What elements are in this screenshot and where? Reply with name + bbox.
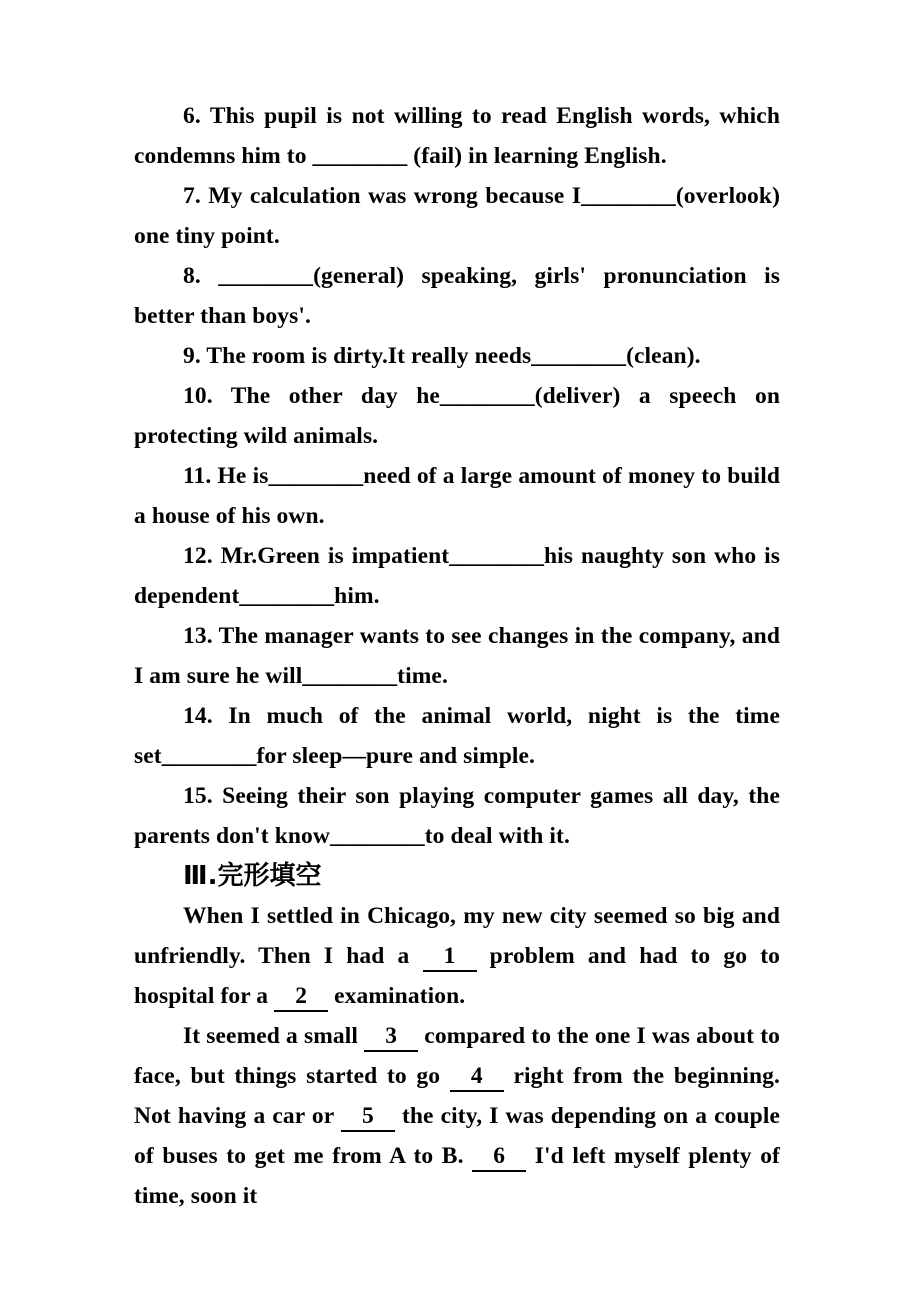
- exercise-item-12: 12. Mr.Green is impatient________his naughty son who is dependent________him.: [134, 543, 780, 609]
- exercise-item-10: 10. The other day he________(deliver) a speech on protecting wild animals.: [134, 383, 780, 449]
- exercise-item-14: 14. In much of the animal world, night is the time set________for sleep—pure and simple.: [134, 703, 780, 769]
- cloze-number-blank: 2: [274, 984, 328, 1012]
- exercise-item-11: 11. He is________need of a large amount of money to build a house of his own.: [134, 463, 780, 529]
- cloze-paragraph-1: When I settled in Chicago, my new city seemed so big and unfriendly. Then I had a 1 problem and had to go to hospital for a 2 examination.: [134, 896, 780, 1016]
- exercise-item-9: 9. The room is dirty.It really needs________(clean).: [183, 343, 701, 369]
- cloze-number-blank: 6: [472, 1144, 526, 1172]
- exercise-item-7: 7. My calculation was wrong because I________(overlook) one tiny point.: [134, 183, 780, 249]
- section-header-cloze: Ⅲ.完形填空: [183, 861, 322, 891]
- cloze-number-blank: 5: [341, 1104, 395, 1132]
- worksheet-content: [134, 96, 780, 1216]
- cloze-number-blank: 4: [450, 1064, 504, 1092]
- exercise-item-15: 15. Seeing their son playing computer games all day, the parents don't know________to deal with it.: [134, 783, 780, 849]
- cloze-number-blank: 3: [364, 1024, 418, 1052]
- exercise-item-13: 13. The manager wants to see changes in the company, and I am sure he will________time.: [134, 623, 780, 689]
- cloze-number-blank: 1: [423, 944, 477, 972]
- exercise-item-6: 6. This pupil is not willing to read English words, which condemns him to ________ (fail) in learning English.: [134, 103, 780, 169]
- cloze-paragraph-2: It seemed a small 3 compared to the one I was about to face, but things started to go 4 right from the beginning. Not having a car or 5 the city, I was depending on a couple of buses to get me from A to B. 6 I'd left myself plenty of time, soon it: [134, 1023, 780, 1209]
- exercise-item-8: 8. ________(general) speaking, girls' pronunciation is better than boys'.: [134, 263, 780, 329]
